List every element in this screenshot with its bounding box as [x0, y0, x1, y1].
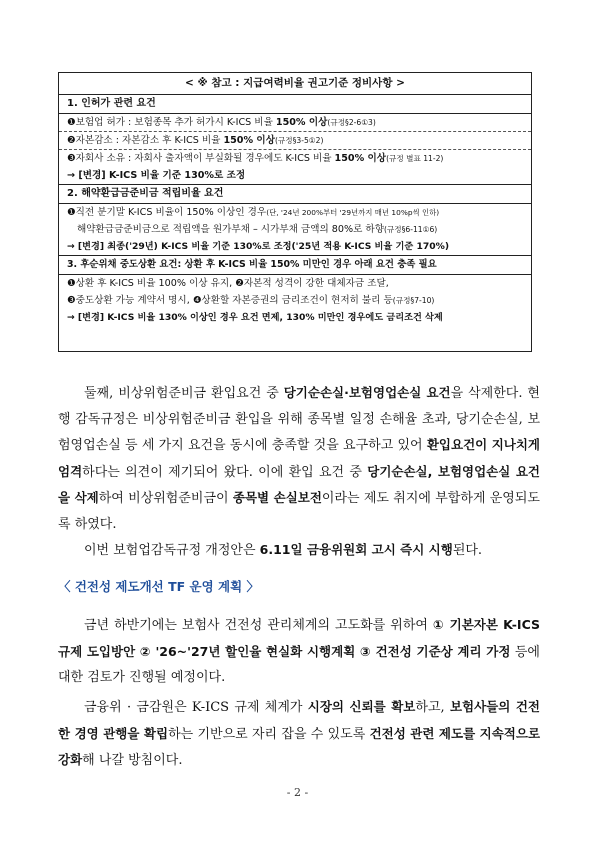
reference-box	[58, 72, 532, 352]
page-number: - 2 -	[286, 786, 309, 799]
circled-1-marker: ❶	[67, 117, 76, 128]
circled-2-marker: ❷	[235, 278, 244, 289]
box-title: < ※ 참고 : 지급여력비율 권고기준 정비사항 >	[59, 73, 531, 95]
section-2-item-1-continued: 해약환급금준비금으로 적립액을 원가부채 – 시가부채 금액의 80%로 하향(규정§6-11①6)	[77, 224, 438, 235]
paragraph-effective-date: 이번 보험업감독규정 개정안은 6.11일 금융위원회 고시 즉시 시행된다.	[84, 542, 483, 558]
circled-4-marker: ❹	[192, 295, 202, 306]
section-3-heading: 3. 후순위채 중도상환 요건: 상환 후 K-ICS 비율 150% 미만인 경우 아래 요건 충족 필요	[59, 256, 531, 275]
section-1-change: → [변경] K-ICS 비율 기준 130%로 조정	[59, 167, 531, 185]
section-1-item-3: ❸자회사 소유 : 자회사 출자액이 부실화될 경우에도 K-ICS 비율 150% 이상(규정 별표 11-2)	[59, 149, 531, 167]
circled-2-marker: ❷	[67, 135, 76, 146]
section-1-item-2: ❷자본감소 : 자본감소 후 K-ICS 비율 150% 이상(규정§3-5①2)	[59, 131, 531, 149]
paragraph-reserve-release: 둘째, 비상위험준비금 환입요건 중 당기순손실·보험영업손실 요건을 삭제한다. 현행 감독규정은 비상위험준비금 환입을 위해 종목별 일정 손해율 초과, 당기순손실, 보험영업손실 등 세 가지 요건을 동시에 충족할 것을 요구하고 있어 환입요건이 지나치게 엄격하다는 의견이 제기되어 왔다. 이에 환입 요건 중 당기순손실, 보험영업손실 요건을 삭제하여 비상위험준비금이 종목별 손실보전이라는 제도 취지에 부합하게 운영되도록 하였다.	[58, 385, 540, 532]
section-2-change: → [변경] 최종('29년) K-ICS 비율 기준 130%로 조정('25년 적용 K-ICS 비율 기준 170%)	[59, 238, 531, 256]
circled-3-marker: ❸	[67, 295, 76, 306]
section-heading-tf-plan: 〈 건전성 제도개선 TF 운영 계획 〉	[58, 579, 260, 594]
section-1-heading: 1. 인허가 관련 요건	[59, 95, 531, 114]
circled-1-marker: ❶	[67, 278, 76, 289]
paragraph-policy-direction: 금융위 · 금감원은 K-ICS 규제 체계가 시장의 신뢰를 확보하고, 보험사들의 건전한 경영 관행을 확립하는 기반으로 자리 잡을 수 있도록 건전성 관련 제도를 지속적으로 강화해 나갈 방침이다.	[58, 699, 541, 768]
paragraph-second-half-plan: 금년 하반기에는 보험사 건전성 관리체계의 고도화를 위하여 ① 기본자본 K-ICS 규제 도입방안 ② '26~'27년 할인율 현실화 시행계획 ③ 건전성 기준상 계리 가정 등에 대한 검토가 진행될 예정이다.	[58, 617, 540, 685]
section-2-heading: 2. 해약환급금준비금 적립비율 요건	[59, 185, 531, 204]
section-3-change: → [변경] K-ICS 비율 130% 이상인 경우 요건 면제, 130% 미만인 경우에도 금리조건 삭제	[67, 312, 443, 323]
circled-3-marker: ❸	[67, 153, 76, 164]
section-3-items-line-1: ❶상환 후 K-ICS 비율 100% 이상 유지, ❷자본적 성격이 강한 대체자금 조달,	[67, 278, 389, 289]
section-2-item-1: ❶직전 분기말 K-ICS 비율이 150% 이상인 경우(단, '24년 200%부터 '29년까지 매년 10%p씩 인하)	[67, 207, 440, 218]
circled-1-marker: ❶	[67, 207, 76, 218]
section-1-item-1: ❶보험업 허가 : 보험종목 추가 허가시 K-ICS 비율 150% 이상(규정§2-6①3)	[67, 117, 376, 128]
section-3-items-line-2: ❸중도상환 가능 계약서 명시, ❹상환할 자본증권의 금리조건이 현저히 불리 등(규정§7-10)	[67, 295, 435, 306]
